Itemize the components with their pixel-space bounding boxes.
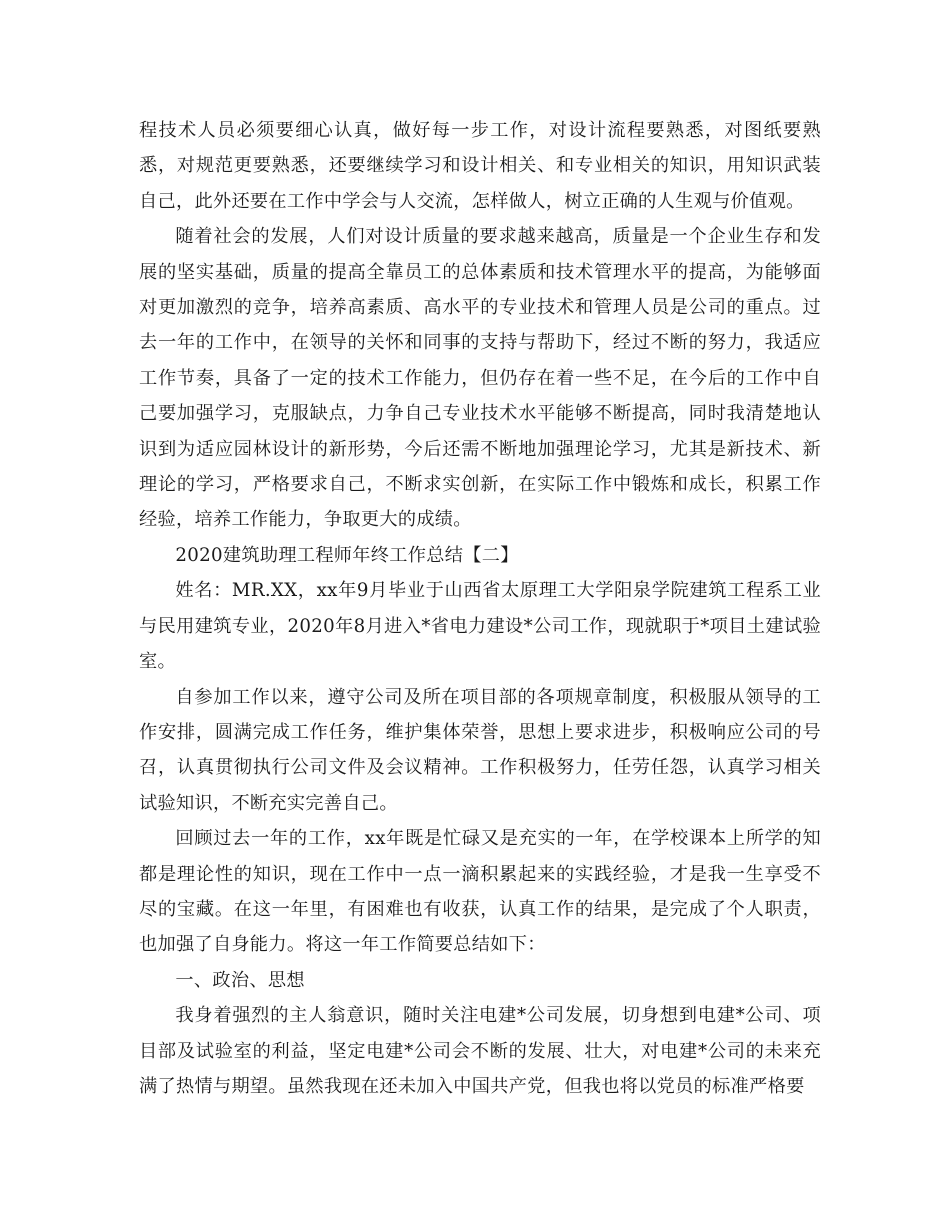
paragraph-work-attitude: 自参加工作以来，遵守公司及所在项目部的各项规章制度，积极服从领导的工作安排，圆满完成工作任务，维护集体荣誉，思想上要求进步，积极响应公司的号召，认真贯彻执行公司文件及会议精神。工作积极努力，任劳任怨，认真学习相关试验知识，不断充实完善自己。 [139,686,821,814]
paragraph-profile: 姓名：MR.XX，xx年9月毕业于山西省太原理工大学阳泉学院建筑工程系工业与民用建筑专业，2020年8月进入*省电力建设*公司工作，现就职于*项目土建试验室。 [139,580,821,673]
document-body [139,113,821,1104]
paragraph-continuation: 程技术人员必须要细心认真，做好每一步工作，对设计流程要熟悉，对图纸要熟悉，对规范更要熟悉，还要继续学习和设计相关、和专业相关的知识，用知识武装自己，此外还要在工作中学会与人交流，怎样做人，树立正确的人生观与价值观。 [139,120,821,212]
subheading-politics: 一、政治、思想 [175,969,305,991]
paragraph-ownership: 我身着强烈的主人翁意识，随时关注电建*公司发展，切身想到电建*公司、项目部及试验室的利益，坚定电建*公司会不断的发展、壮大，对电建*公司的未来充满了热情与期望。虽然我现在还未加入中国共产党，但我也将以党员的标准严格要 [139,1005,821,1097]
paragraph-quality: 随着社会的发展，人们对设计质量的要求越来越高，质量是一个企业生存和发展的坚实基础，质量的提高全靠员工的总体素质和技术管理水平的提高，为能够面对更加激烈的竞争，培养高素质、高水平的专业技术和管理人员是公司的重点。过去一年的工作中，在领导的关怀和同事的支持与帮助下，经过不断的努力，我适应工作节奏，具备了一定的技术工作能力，但仍存在着一些不足，在今后的工作中自己要加强学习，克服缺点，力争自己专业技术水平能够不断提高，同时我清楚地认识到为适应园林设计的新形势，今后还需不断地加强理论学习，尤其是新技术、新理论的学习，严格要求自己，不断求实创新，在实际工作中锻炼和成长，积累工作经验，培养工作能力，争取更大的成绩。 [139,226,821,531]
paragraph-review: 回顾过去一年的工作，xx年既是忙碌又是充实的一年，在学校课本上所学的知都是理论性的知识，现在工作中一点一滴积累起来的实践经验，才是我一生享受不尽的宝藏。在这一年里，有困难也有收获，认真工作的结果，是完成了个人职责，也加强了自身能力。将这一年工作简要总结如下： [139,828,821,956]
section-heading-two: 2020建筑助理工程师年终工作总结【二】 [175,544,519,566]
